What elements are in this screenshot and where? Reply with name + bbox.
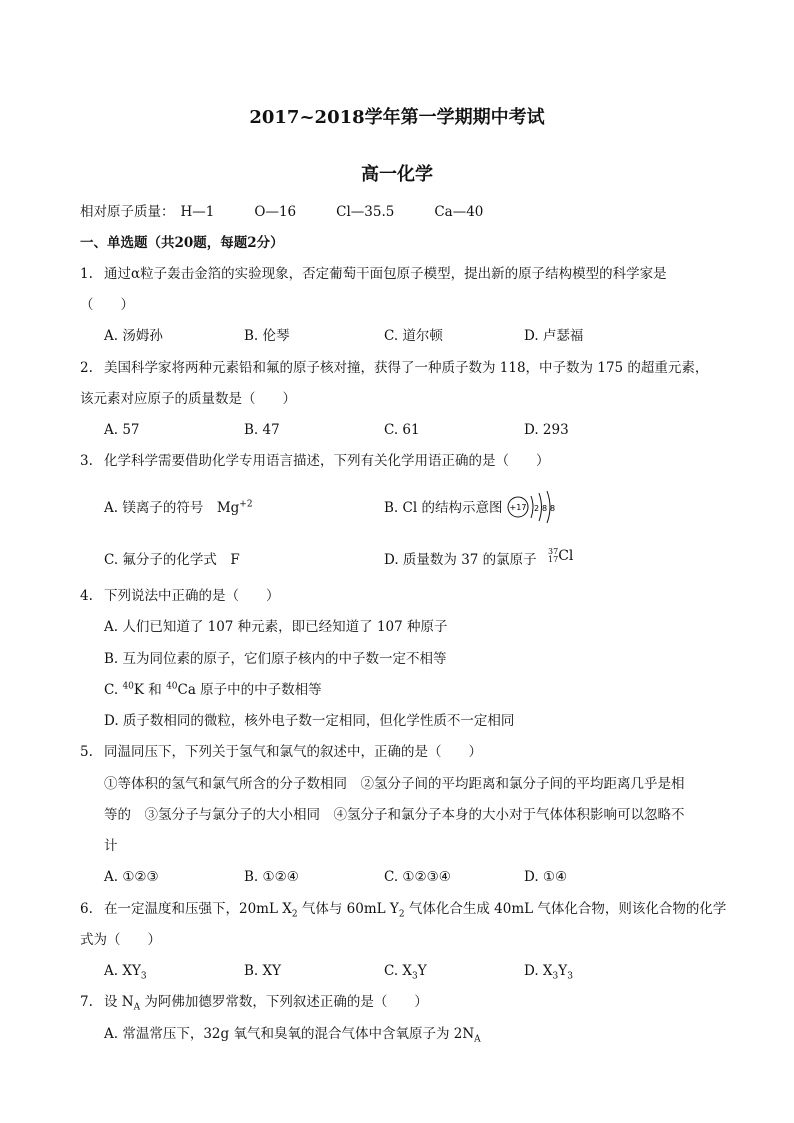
q4-option-b: B. 互为同位素的原子，它们原子核内的中子数一定不相等 (104, 651, 447, 667)
q6-text-line2: 式为（ ） (80, 932, 161, 948)
q2-option-c: C. 61 (384, 422, 420, 438)
q6-option-b: B. XY (244, 963, 282, 979)
q2-option-b: B. 47 (244, 422, 280, 438)
q2-option-a: A. 57 (104, 422, 140, 438)
q7-text-part1: 设 N (104, 994, 134, 1010)
q7-option-a-sub: A (474, 1034, 481, 1045)
masses-label: 相对原子质量： (80, 204, 175, 220)
mass-ca: Ca—40 (434, 204, 484, 220)
q6-option-d-text: D. X (524, 963, 553, 979)
q3-option-a-text: A. 镁离子的符号 Mg (104, 500, 240, 516)
q6-option-a-text: A. XY (104, 963, 141, 979)
diagram-shell-2: 8 (542, 504, 548, 513)
mass-h: H—1 (180, 204, 215, 220)
cl-atom-structure-diagram (506, 490, 558, 524)
mass-o: O—16 (254, 204, 297, 220)
nuclide-symbol: Cl (558, 548, 574, 564)
q1-number: 1. (80, 266, 93, 282)
q6-text-part3: 气体化合生成 40mL 气体化合物，则该化合物的化学 (404, 901, 727, 917)
q6-text (104, 900, 726, 918)
q5-option-a: A. ①②③ (104, 869, 159, 885)
atomic-masses (80, 203, 483, 221)
q1-option-b: B. 伦琴 (244, 328, 290, 344)
q1-option-a: A. 汤姆孙 (104, 328, 163, 344)
q5-text: 同温同压下，下列关于氢气和氯气的叙述中，正确的是（ ） (104, 744, 482, 760)
q1-text-line2: （ ） (80, 297, 134, 313)
q3-option-b: B. Cl 的结构示意图 (384, 500, 503, 516)
q6-option-a (104, 962, 147, 980)
q7-text-part2: 为阿佛加德罗常数，下列叙述正确的是（ ） (140, 994, 428, 1010)
q5-option-b: B. ①②④ (244, 869, 299, 885)
q6-option-d-sub2: 3 (567, 971, 573, 982)
q3-option-d: D. 质量数为 37 的氯原子 (384, 552, 537, 568)
q6-option-a-sub: 3 (140, 971, 147, 982)
q4-option-a: A. 人们已知道了 107 种元素，即已经知道了 107 种原子 (104, 619, 448, 635)
cl-37-nuclide-symbol (548, 548, 573, 564)
q7-number: 7. (80, 994, 93, 1010)
section-title: 一、单选题（共20题，每题2分） (80, 235, 284, 251)
k-symbol-text: K 和 (133, 682, 167, 698)
exam-title: 2017~2018学年第一学期期中考试 (249, 107, 545, 128)
ca-mass-number: 40 (166, 681, 178, 692)
subject-title: 高一化学 (361, 164, 433, 185)
q7-option-a (104, 1025, 481, 1043)
q7-text (104, 993, 428, 1011)
q6-number: 6. (80, 901, 93, 917)
nuclide-mass-number: 37 (548, 547, 559, 556)
q6-option-c (384, 962, 427, 980)
diagram-shell-3: 8 (550, 504, 556, 513)
q5-statements-line3: 计 (104, 838, 118, 854)
ca-symbol-text: Ca 原子中的中子数相等 (177, 682, 322, 698)
q3-option-a (104, 499, 253, 517)
mass-cl: Cl—35.5 (336, 204, 395, 220)
q3-number: 3. (80, 453, 93, 469)
q4-option-d: D. 质子数相同的微粒，核外电子数一定相同，但化学性质不一定相同 (104, 713, 515, 729)
q6-option-d-sub1: 3 (552, 971, 559, 982)
q6-sub-x: 2 (291, 909, 298, 920)
q6-option-c-text: C. X (384, 963, 413, 979)
q6-text-part2: 气体与 60mL Y (297, 901, 399, 917)
q2-text: 美国科学家将两种元素铅和氟的原子核对撞，获得了一种质子数为 118，中子数为 175 的超重元素， (104, 360, 709, 376)
q4-text: 下列说法中正确的是（ ） (104, 588, 280, 604)
q3-option-c: C. 氟分子的化学式 F (104, 552, 240, 568)
q4-number: 4. (80, 588, 93, 604)
q4-option-c (104, 681, 322, 699)
diagram-nucleus-label: +17 (509, 503, 527, 512)
q1-option-c: C. 道尔顿 (384, 328, 443, 344)
q5-number: 5. (80, 744, 93, 760)
q5-option-d: D. ①④ (524, 869, 568, 885)
q4-option-c-prefix: C. (104, 682, 123, 698)
q2-option-d: D. 293 (524, 422, 569, 438)
q6-option-d (524, 962, 573, 980)
q1-text: 通过α粒子轰击金箔的实验现象，否定葡萄干面包原子模型，提出新的原子结构模型的科学家是 (104, 266, 667, 282)
q7-option-a-text: A. 常温常压下，32g 氧气和臭氧的混合气体中含氧原子为 2N (104, 1026, 475, 1042)
q6-option-c-sub: 3 (412, 971, 418, 982)
q2-text-line2: 该元素对应原子的质量数是（ ） (80, 391, 296, 407)
q6-sub-y: 2 (398, 909, 405, 920)
q3-text: 化学科学需要借助化学专用语言描述，下列有关化学用语正确的是（ ） (104, 453, 550, 469)
q5-statements-line2: 等的 ③氢分子与氯分子的大小相同 ④氢分子和氯分子本身的大小对于气体体积影响可以忽略不 (104, 807, 685, 823)
q6-option-c-tail: Y (417, 963, 427, 979)
q1-option-d: D. 卢瑟福 (524, 328, 584, 344)
q6-text-part1: 在一定温度和压强下，20mL X (104, 901, 292, 917)
k-mass-number: 40 (122, 681, 134, 692)
q2-number: 2. (80, 360, 93, 376)
diagram-shell-1: 2 (534, 504, 540, 513)
q5-option-c: C. ①②③④ (384, 869, 451, 885)
q6-option-d-mid: Y (558, 963, 568, 979)
q5-statements-line1: ①等体积的氢气和氯气所含的分子数相同 ②氢分子间的平均距离和氯分子间的平均距离几乎是相 (104, 776, 685, 792)
nuclide-atomic-number: 17 (548, 555, 559, 564)
q7-sub-a: A (133, 1002, 141, 1013)
q3-option-a-charge: +2 (239, 499, 253, 510)
